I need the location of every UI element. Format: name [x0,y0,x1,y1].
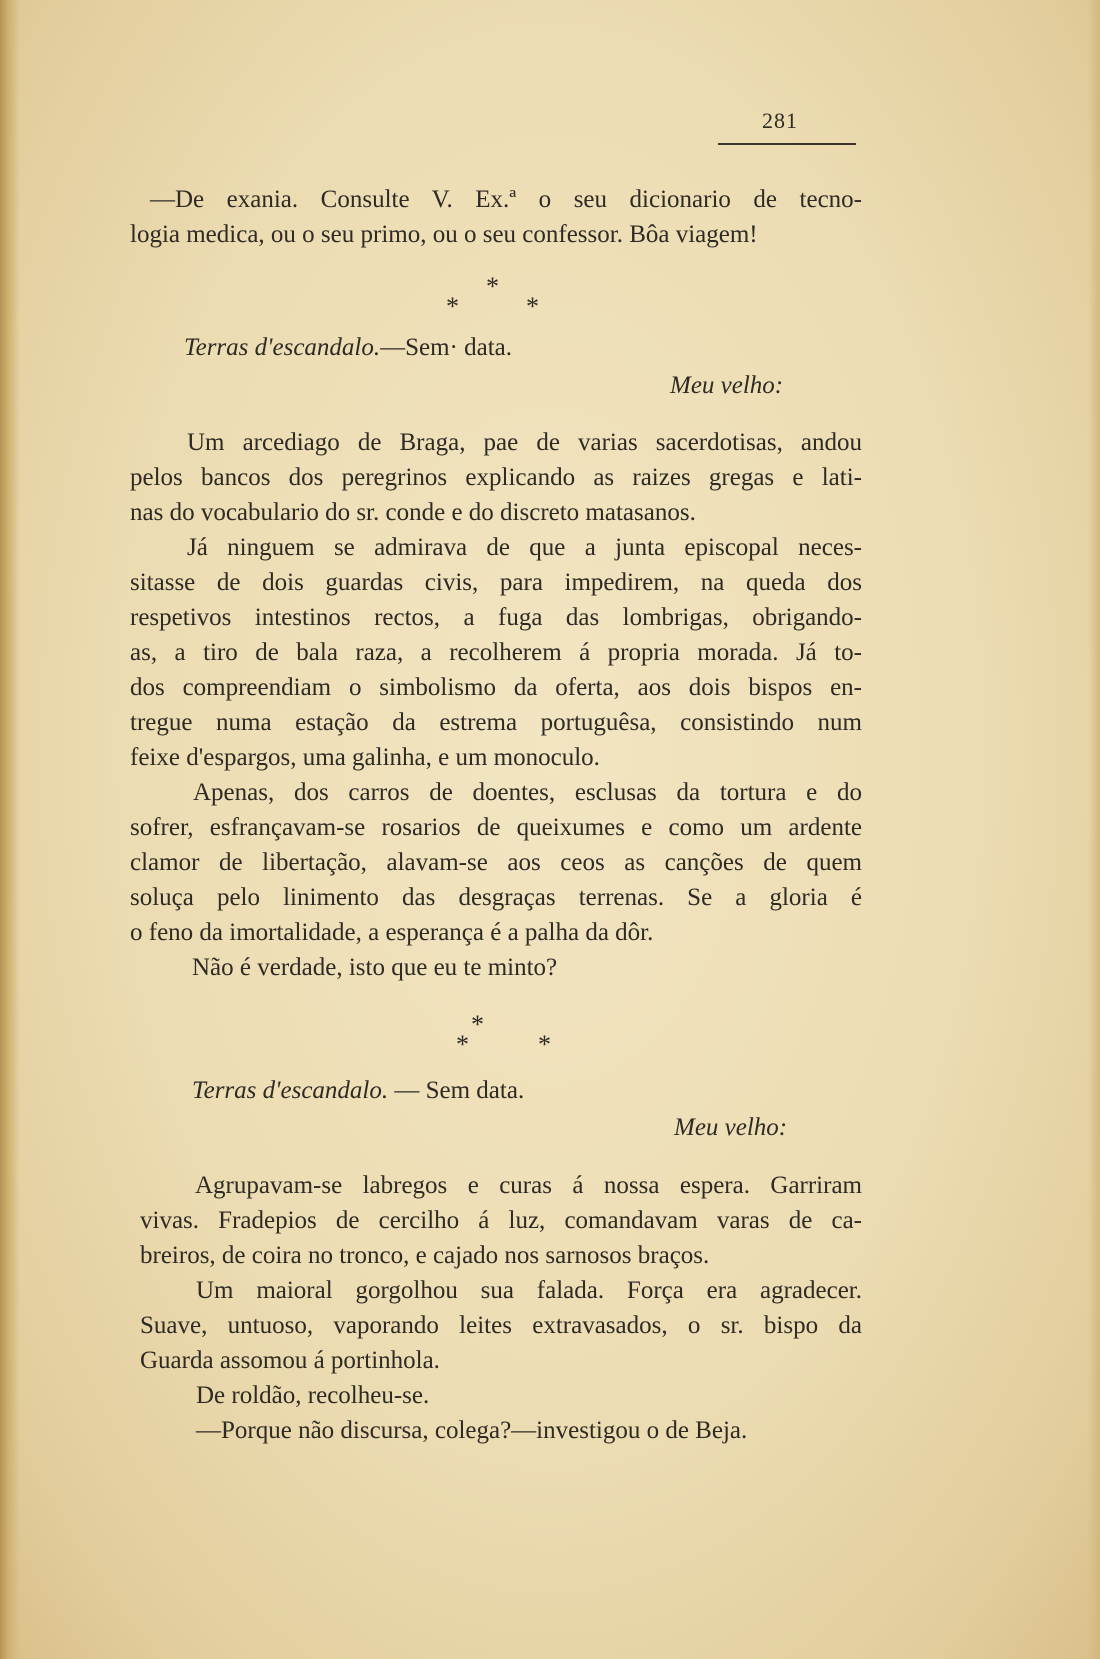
text-line: vivas. Fradepios de cercilho á luz, comandavam varas de ca- [140,1207,862,1234]
salutation: Meu velho: [674,1114,788,1141]
section-heading [192,1073,524,1108]
text-line: dos compreendiam o simbolismo da oferta, aos dois bispos en- [130,674,862,701]
text-line: Suave, untuoso, vaporando leites extravasados, o sr. bispo da [140,1312,862,1339]
asterism-star: * [486,272,499,301]
text-line: Um arcediago de Braga, pae de varias sacerdotisas, andou [187,429,862,456]
asterism-star: * [471,1010,484,1039]
text-line: —Porque não discursa, colega?—investigou o de Beja. [196,1417,748,1444]
text-line: as, a tiro de bala raza, a recolherem á propria morada. Já to- [130,639,862,666]
section-heading-date: — Sem data. [394,1077,525,1104]
page-number: 281 [762,108,798,133]
section-heading-title: Terras d'escandalo. [192,1077,389,1104]
page-edge-left [0,0,20,1659]
text-line: sitasse de dois guardas civis, para impedirem, na queda dos [130,569,862,596]
text-line: tregue numa estação da estrema portuguêsa, consistindo num [130,709,862,736]
text-line: Guarda assomou á portinhola. [140,1347,440,1374]
text-line: o feno da imortalidade, a esperança é a palha da dôr. [130,919,654,946]
section-heading-date: —Sem· data. [380,334,513,361]
header-rule [718,143,856,145]
text-line: De roldão, recolheu-se. [196,1382,430,1409]
text-line: respetivos intestinos rectos, a fuga das lombrigas, obrigando- [130,604,862,631]
asterism-star: * [446,292,459,321]
text-line: Já ninguem se admirava de que a junta episcopal neces- [187,534,862,561]
text-line: Apenas, dos carros de doentes, esclusas da tortura e do [193,779,862,806]
text-line: Agrupavam-se labregos e curas á nossa espera. Garriram [195,1172,862,1199]
text-line: nas do vocabulario do sr. conde e do discreto matasanos. [130,499,696,526]
text-line: breiros, de coira no tronco, e cajado nos sarnosos braços. [140,1242,710,1269]
page-edge-right [1088,0,1100,1659]
text-line: logia medica, ou o seu primo, ou o seu confessor. Bôa viagem! [130,221,758,248]
text-line: clamor de libertação, alavam-se aos ceos as canções de quem [130,849,862,876]
section-heading [184,330,512,365]
asterism-star: * [456,1030,469,1059]
text-line: soluça pelo linimento das desgraças terrenas. Se a gloria é [130,884,862,911]
section-heading-title: Terras d'escandalo. [184,334,381,361]
text-line: Um maioral gorgolhou sua falada. Força era agradecer. [196,1277,862,1304]
salutation: Meu velho: [670,372,784,399]
text-line: —De exania. Consulte V. Ex.ª o seu dicionario de tecno- [150,186,862,213]
asterism-star: * [538,1030,551,1059]
text-line: pelos bancos dos peregrinos explicando as raizes gregas e lati- [130,464,862,491]
text-line: feixe d'espargos, uma galinha, e um monoculo. [130,744,600,771]
asterism-star: * [526,292,539,321]
text-line: sofrer, esfrançavam-se rosarios de queixumes e como um ardente [130,814,862,841]
text-line: Não é verdade, isto que eu te minto? [192,954,558,981]
